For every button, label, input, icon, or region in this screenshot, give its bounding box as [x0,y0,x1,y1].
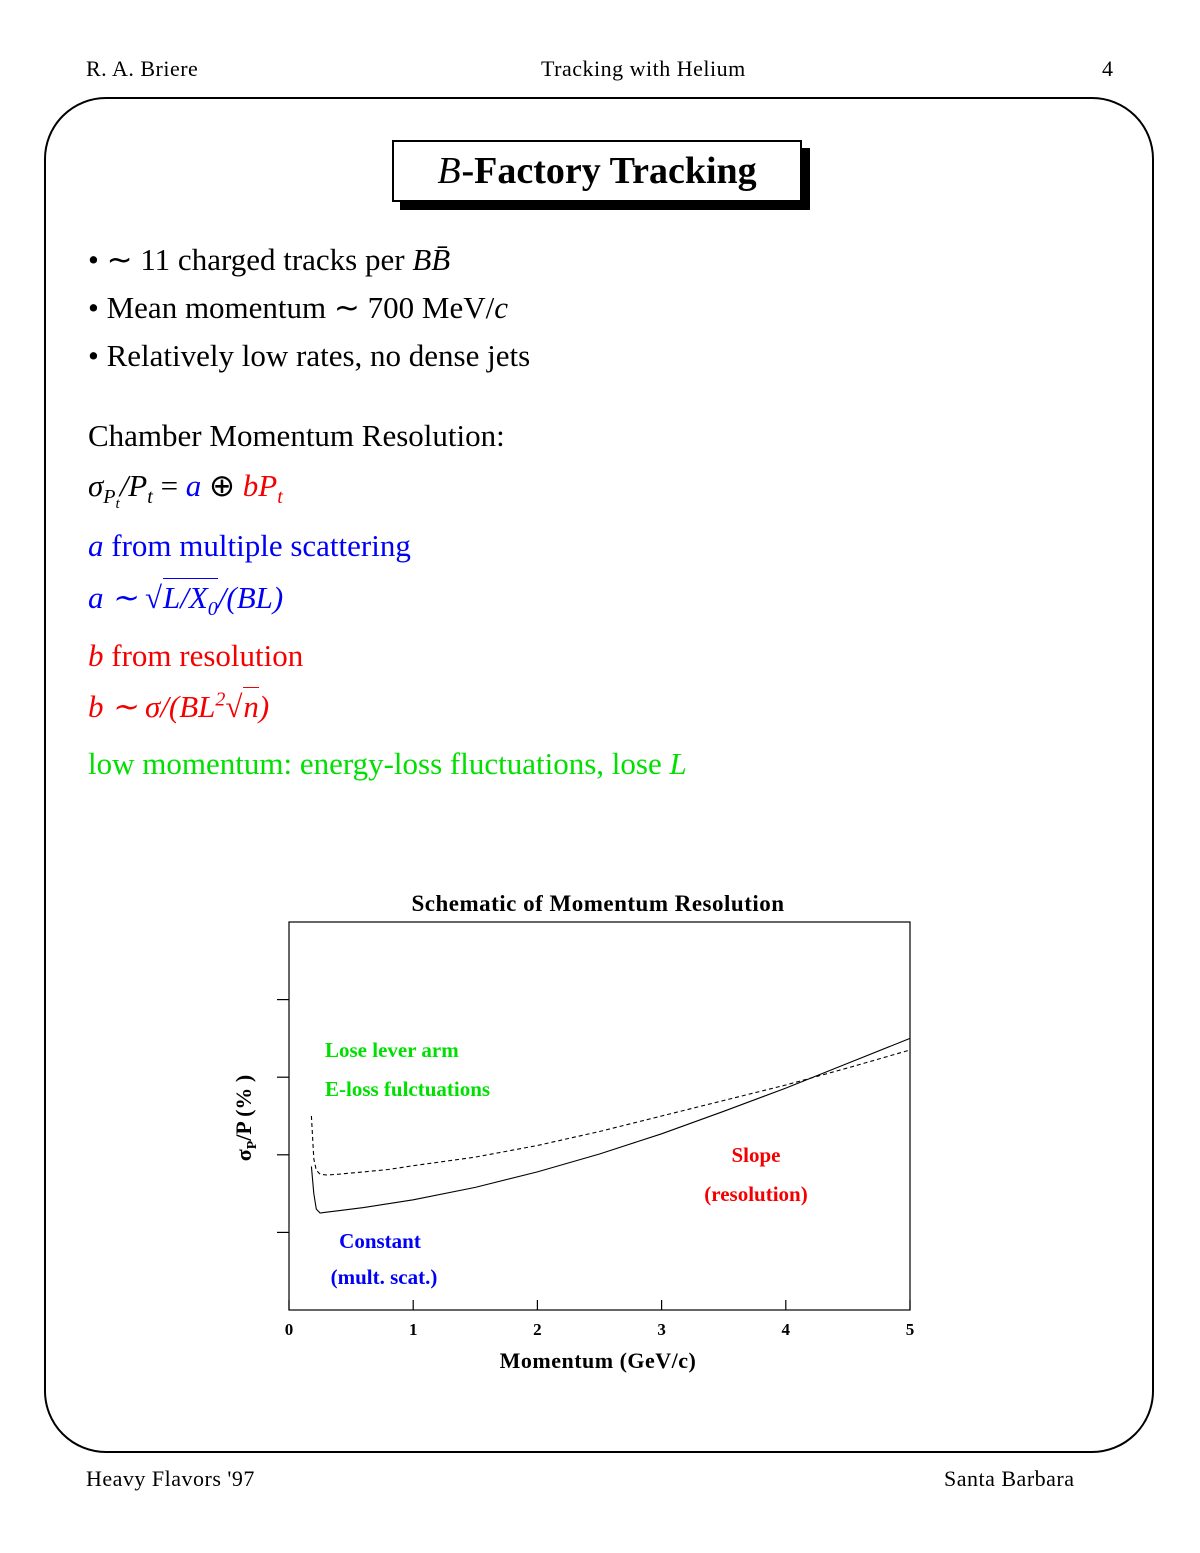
bullet-text: Relatively low rates, no dense jets [106,338,531,373]
header-author: R. A. Briere [86,56,199,81]
title-text: -Factory Tracking [461,150,757,192]
y-axis-label [231,1075,260,1162]
formula-p-sub: t [147,486,153,509]
a-root: L/X [163,580,208,615]
b-var: b [88,638,104,673]
bullet-math: BB̄ [412,242,451,277]
bullet-math: c [494,290,508,325]
a-var: a [88,528,104,563]
footer-location: Santa Barbara [944,1466,1075,1491]
footer-conference: Heavy Flavors '97 [86,1466,255,1491]
low-var: L [669,746,687,781]
b-formula: b ∼ $\sigma/(BL^2√n)$ [88,688,270,724]
bullet-item: • Mean momentum ∼ 700 MeV/c [88,290,508,325]
resolution-heading: Chamber Momentum Resolution: [88,418,505,453]
b-tail: ) [258,689,270,724]
a-tail: /(BL) [217,580,284,615]
x-tick-label: 3 [657,1320,666,1339]
a-text: from multiple scattering [103,528,411,563]
annotation-slope: Slope [731,1143,781,1167]
formula-p: /P [119,468,148,503]
formula-bp: bP [242,468,278,503]
bullet-text: ∼ 11 charged tracks per [106,242,413,277]
b-root: n [243,689,259,724]
x-tick-label: 5 [905,1320,915,1339]
b-text: from resolution [103,638,304,673]
formula-equals: = [152,468,186,503]
bullet-item: • ∼ 11 charged tracks per BB̄ [88,242,451,277]
b-sup: 2 [215,688,226,711]
annotation-constant: Constant [339,1229,421,1253]
y-label-sigma: σ [231,1149,256,1162]
title-variable: B [437,150,461,192]
formula-sigma: σ [88,468,104,503]
x-tick-label: 4 [781,1320,791,1339]
x-axis-label: Momentum (GeV/c) [499,1348,697,1373]
formula-oplus: ⊕ [201,468,243,503]
formula-a: a [185,468,202,503]
solid-curve [311,1038,910,1213]
a-lead: a ∼ [88,580,145,615]
x-tick-label: 1 [408,1320,418,1339]
x-tick-label: 2 [533,1320,542,1339]
low-text: low momentum: energy-loss fluctuations, lose [88,746,670,781]
chart-title: Schematic of Momentum Resolution [411,891,785,916]
dashed-curve [311,1050,910,1175]
annotation-mult-scat: (mult. scat.) [330,1265,438,1289]
annotation-resolution: (resolution) [704,1182,808,1206]
formula-sub: P [103,486,116,509]
y-label-sub: P [245,1140,260,1150]
a-root-sub: 0 [207,598,218,621]
y-label-rest: /P (% ) [231,1074,256,1141]
a-formula: a ∼ $√L/X_0/(BL)$ [88,580,284,621]
b-lead: b ∼ σ/(BL [88,689,216,724]
header-topic: Tracking with Helium [541,56,746,81]
bullet-item: • Relatively low rates, no dense jets [88,338,531,373]
annotation-lever-arm: Lose lever arm [325,1038,459,1062]
bullet-text: Mean momentum ∼ 700 MeV/ [106,290,495,325]
x-tick-label: 0 [284,1320,294,1339]
formula-subsub: t [115,496,120,513]
header-page-number: 4 [1102,56,1114,81]
formula-bp-sub: t [277,486,283,509]
annotation-eloss: E-loss fulctuations [325,1077,491,1101]
